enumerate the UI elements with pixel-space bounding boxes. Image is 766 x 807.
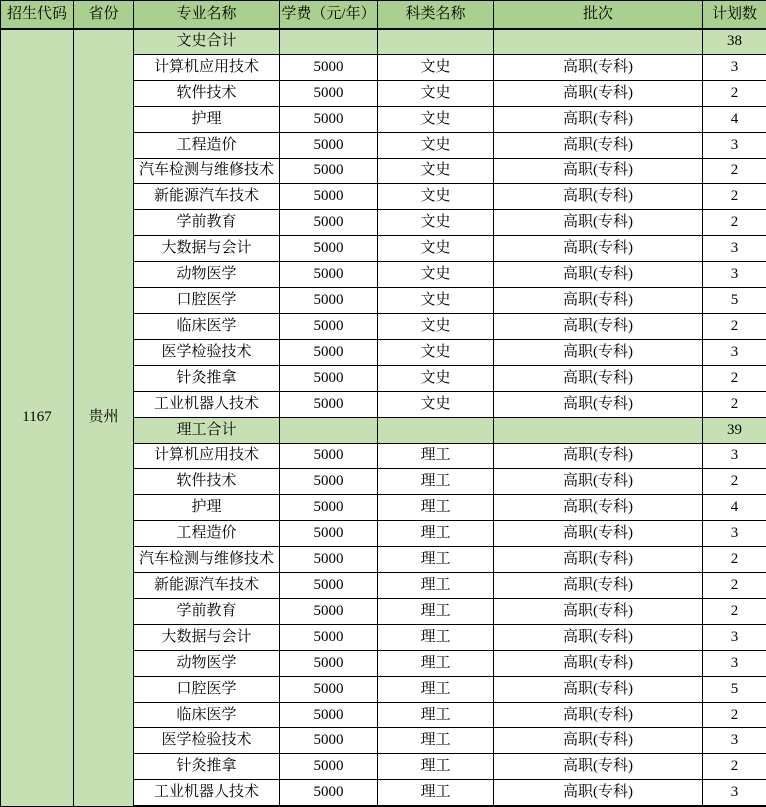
batch-cell: 高职(专科) (494, 184, 703, 210)
tuition-cell: 5000 (280, 495, 378, 521)
batch-cell: 高职(专科) (494, 547, 703, 573)
tuition-cell: 5000 (280, 210, 378, 236)
major-cell: 临床医学 (134, 313, 280, 339)
batch-cell: 高职(专科) (494, 54, 703, 80)
batch-cell: 高职(专科) (494, 210, 703, 236)
plan-count-cell: 3 (703, 339, 766, 365)
batch-cell: 高职(专科) (494, 391, 703, 417)
batch-cell: 高职(专科) (494, 521, 703, 547)
batch-cell: 高职(专科) (494, 780, 703, 806)
tuition-cell: 5000 (280, 521, 378, 547)
category-cell: 文史 (378, 80, 494, 106)
table-body (1, 29, 766, 807)
plan-count-cell: 2 (703, 313, 766, 339)
category-cell: 理工 (378, 728, 494, 754)
major-cell: 学前教育 (134, 598, 280, 624)
batch-cell: 高职(专科) (494, 365, 703, 391)
major-cell: 动物医学 (134, 262, 280, 288)
section-total-label: 理工合计 (134, 417, 280, 443)
major-cell: 动物医学 (134, 650, 280, 676)
tuition-cell: 5000 (280, 106, 378, 132)
tuition-cell: 5000 (280, 262, 378, 288)
major-cell: 护理 (134, 495, 280, 521)
plan-count-cell: 2 (703, 547, 766, 573)
tuition-cell: 5000 (280, 132, 378, 158)
batch-cell: 高职(专科) (494, 754, 703, 780)
tuition-cell: 5000 (280, 728, 378, 754)
plan-count-cell: 5 (703, 676, 766, 702)
batch-cell: 高职(专科) (494, 624, 703, 650)
category-cell: 文史 (378, 288, 494, 314)
tuition-cell: 5000 (280, 339, 378, 365)
plan-count-cell: 2 (703, 598, 766, 624)
major-cell: 口腔医学 (134, 288, 280, 314)
plan-count-cell: 2 (703, 754, 766, 780)
section-total-label: 文史合计 (134, 29, 280, 55)
plan-count-cell: 2 (703, 573, 766, 599)
plan-count-cell: 39 (703, 417, 766, 443)
category-cell: 理工 (378, 521, 494, 547)
batch-cell: 高职(专科) (494, 132, 703, 158)
category-cell: 理工 (378, 676, 494, 702)
major-cell: 计算机应用技术 (134, 54, 280, 80)
tuition-cell (280, 29, 378, 55)
tuition-cell: 5000 (280, 780, 378, 806)
tuition-cell: 5000 (280, 598, 378, 624)
batch-cell: 高职(专科) (494, 313, 703, 339)
tuition-cell: 5000 (280, 443, 378, 469)
tuition-cell: 5000 (280, 80, 378, 106)
plan-count-cell: 2 (703, 391, 766, 417)
category-cell: 文史 (378, 313, 494, 339)
category-cell: 文史 (378, 365, 494, 391)
column-header-batch: 批次 (494, 1, 703, 29)
batch-cell (494, 29, 703, 55)
category-cell: 理工 (378, 547, 494, 573)
batch-cell: 高职(专科) (494, 573, 703, 599)
column-header-tuition: 学费（元/年） (280, 1, 378, 29)
category-cell: 理工 (378, 754, 494, 780)
major-cell: 新能源汽车技术 (134, 573, 280, 599)
tuition-cell: 5000 (280, 624, 378, 650)
category-cell (378, 29, 494, 55)
major-cell: 针灸推拿 (134, 365, 280, 391)
batch-cell (494, 417, 703, 443)
plan-count-cell: 5 (703, 288, 766, 314)
plan-count-cell: 2 (703, 184, 766, 210)
batch-cell: 高职(专科) (494, 236, 703, 262)
major-cell: 新能源汽车技术 (134, 184, 280, 210)
tuition-cell: 5000 (280, 702, 378, 728)
plan-count-cell: 2 (703, 210, 766, 236)
header-row (1, 1, 766, 29)
tuition-cell: 5000 (280, 391, 378, 417)
batch-cell: 高职(专科) (494, 339, 703, 365)
plan-count-cell: 3 (703, 650, 766, 676)
tuition-cell: 5000 (280, 754, 378, 780)
major-cell: 口腔医学 (134, 676, 280, 702)
batch-cell: 高职(专科) (494, 80, 703, 106)
major-cell: 工业机器人技术 (134, 391, 280, 417)
tuition-cell: 5000 (280, 469, 378, 495)
batch-cell: 高职(专科) (494, 288, 703, 314)
major-cell: 工程造价 (134, 521, 280, 547)
plan-count-cell: 4 (703, 106, 766, 132)
category-cell: 理工 (378, 495, 494, 521)
batch-cell: 高职(专科) (494, 728, 703, 754)
category-cell: 文史 (378, 262, 494, 288)
plan-count-cell: 2 (703, 365, 766, 391)
column-header-province: 省份 (74, 1, 134, 29)
major-cell: 计算机应用技术 (134, 443, 280, 469)
category-cell: 文史 (378, 158, 494, 184)
plan-count-cell: 3 (703, 624, 766, 650)
category-cell: 文史 (378, 339, 494, 365)
major-cell: 大数据与会计 (134, 236, 280, 262)
plan-count-cell: 4 (703, 495, 766, 521)
column-header-major: 专业名称 (134, 1, 280, 29)
category-cell: 理工 (378, 650, 494, 676)
major-cell: 大数据与会计 (134, 624, 280, 650)
plan-count-cell: 3 (703, 236, 766, 262)
province-cell: 贵州 (74, 29, 134, 807)
major-cell: 工业机器人技术 (134, 780, 280, 806)
tuition-cell: 5000 (280, 184, 378, 210)
plan-count-cell: 2 (703, 469, 766, 495)
batch-cell: 高职(专科) (494, 598, 703, 624)
major-cell: 软件技术 (134, 80, 280, 106)
major-cell: 护理 (134, 106, 280, 132)
batch-cell: 高职(专科) (494, 262, 703, 288)
category-cell: 文史 (378, 210, 494, 236)
column-header-category: 科类名称 (378, 1, 494, 29)
tuition-cell: 5000 (280, 676, 378, 702)
batch-cell: 高职(专科) (494, 676, 703, 702)
category-cell: 理工 (378, 702, 494, 728)
major-cell: 临床医学 (134, 702, 280, 728)
tuition-cell: 5000 (280, 365, 378, 391)
plan-count-cell: 3 (703, 262, 766, 288)
category-cell: 文史 (378, 184, 494, 210)
plan-count-cell: 3 (703, 728, 766, 754)
tuition-cell: 5000 (280, 236, 378, 262)
plan-count-cell: 3 (703, 521, 766, 547)
plan-count-cell: 2 (703, 158, 766, 184)
batch-cell: 高职(专科) (494, 495, 703, 521)
plan-count-cell: 3 (703, 443, 766, 469)
major-cell: 学前教育 (134, 210, 280, 236)
category-cell: 文史 (378, 236, 494, 262)
plan-count-cell: 3 (703, 54, 766, 80)
category-cell: 理工 (378, 469, 494, 495)
admission-code-cell: 1167 (1, 29, 74, 807)
column-header-plan-count: 计划数 (703, 1, 766, 29)
major-cell: 针灸推拿 (134, 754, 280, 780)
tuition-cell: 5000 (280, 158, 378, 184)
tuition-cell: 5000 (280, 288, 378, 314)
category-cell: 文史 (378, 106, 494, 132)
batch-cell: 高职(专科) (494, 702, 703, 728)
major-cell: 医学检验技术 (134, 339, 280, 365)
tuition-cell: 5000 (280, 313, 378, 339)
plan-count-cell: 2 (703, 80, 766, 106)
batch-cell: 高职(专科) (494, 106, 703, 132)
plan-count-cell: 38 (703, 29, 766, 55)
category-cell (378, 417, 494, 443)
batch-cell: 高职(专科) (494, 650, 703, 676)
column-header-admission-code: 招生代码 (1, 1, 74, 29)
category-cell: 理工 (378, 624, 494, 650)
category-cell: 文史 (378, 54, 494, 80)
plan-count-cell: 3 (703, 780, 766, 806)
plan-count-cell: 3 (703, 132, 766, 158)
tuition-cell: 5000 (280, 547, 378, 573)
major-cell: 汽车检测与维修技术 (134, 547, 280, 573)
category-cell: 理工 (378, 780, 494, 806)
tuition-cell: 5000 (280, 650, 378, 676)
category-cell: 文史 (378, 132, 494, 158)
section-total-row (1, 29, 766, 55)
batch-cell: 高职(专科) (494, 469, 703, 495)
major-cell: 软件技术 (134, 469, 280, 495)
tuition-cell: 5000 (280, 573, 378, 599)
category-cell: 理工 (378, 598, 494, 624)
category-cell: 理工 (378, 573, 494, 599)
tuition-cell (280, 417, 378, 443)
plan-count-cell: 2 (703, 702, 766, 728)
batch-cell: 高职(专科) (494, 158, 703, 184)
category-cell: 理工 (378, 443, 494, 469)
tuition-cell: 5000 (280, 54, 378, 80)
category-cell: 文史 (378, 391, 494, 417)
major-cell: 医学检验技术 (134, 728, 280, 754)
major-cell: 汽车检测与维修技术 (134, 158, 280, 184)
major-cell: 工程造价 (134, 132, 280, 158)
batch-cell: 高职(专科) (494, 443, 703, 469)
